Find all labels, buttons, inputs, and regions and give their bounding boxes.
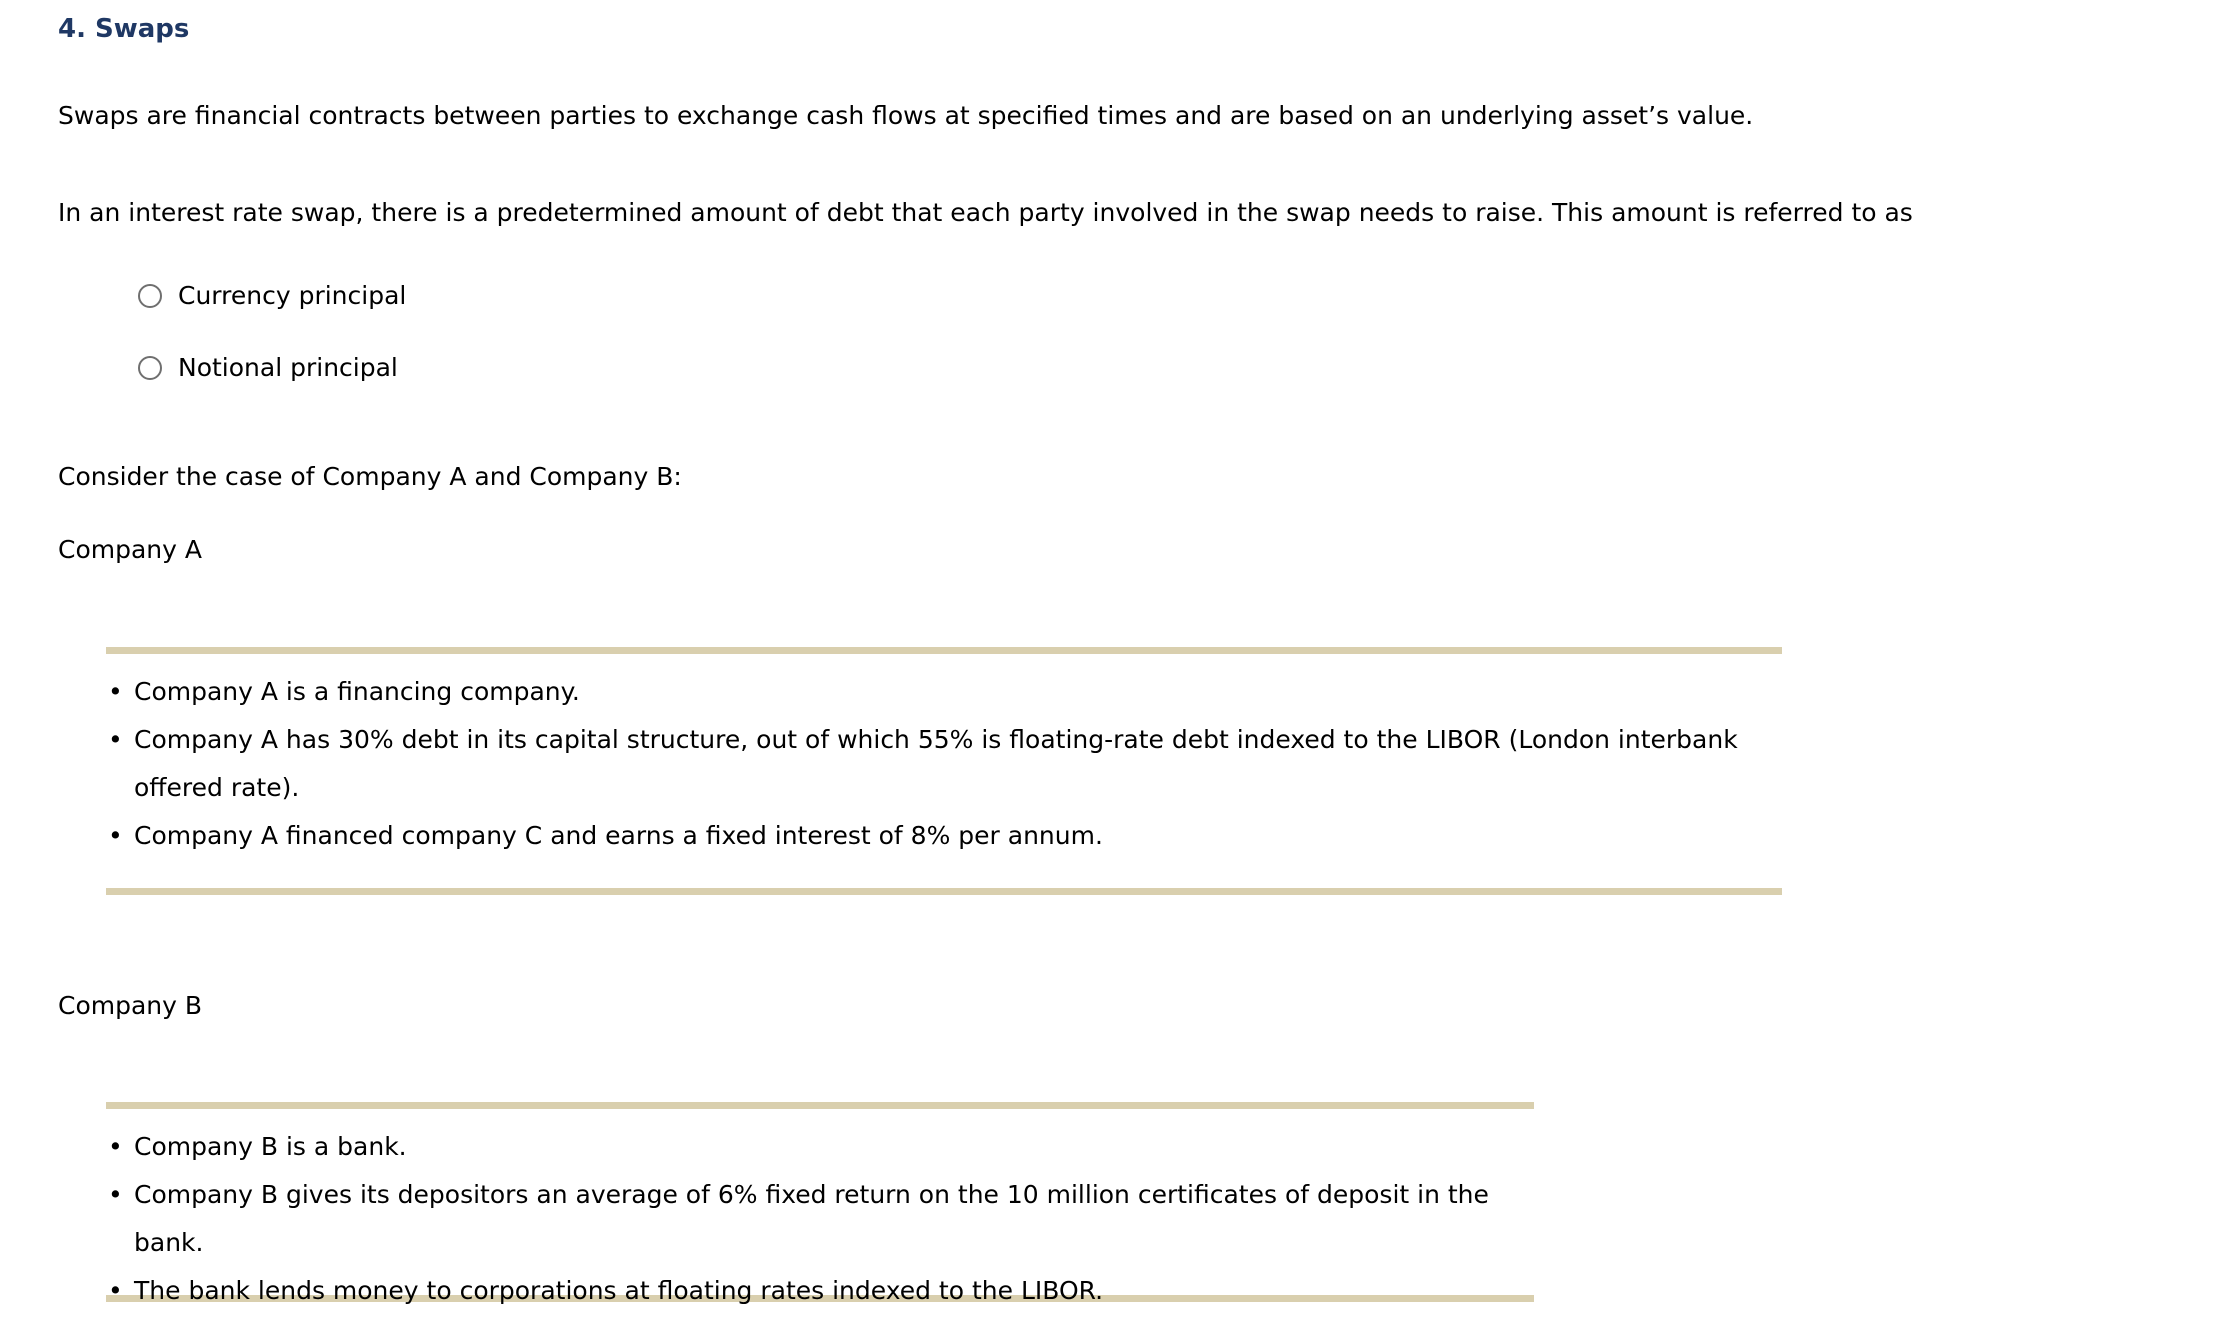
company-a-title: Company A: [58, 535, 202, 564]
list-item: [106, 812, 1782, 860]
radio-button[interactable]: [138, 284, 162, 308]
list-item: [106, 1123, 1534, 1171]
question-prompt: In an interest rate swap, there is a predetermined amount of debt that each party involved in the swap needs to raise. This amount is referred to as: [58, 198, 1913, 227]
option-label: Currency principal: [178, 281, 407, 310]
bullet-icon: •: [108, 725, 123, 754]
section-title: 4. Swaps: [58, 14, 190, 44]
list-item-text: The bank lends money to corporations at floating rates indexed to the LIBOR.: [134, 1276, 1104, 1305]
list-item: [106, 668, 1782, 716]
list-item: [106, 716, 1782, 812]
option-notional-principal[interactable]: [138, 350, 398, 386]
option-currency-principal[interactable]: [138, 278, 406, 314]
company-b-title: Company B: [58, 991, 203, 1020]
list-item: [106, 1171, 1534, 1267]
option-label: Notional principal: [178, 353, 398, 382]
list-item-text: Company A has 30% debt in its capital structure, out of which 55% is floating-rate debt indexed to the LIBOR (London interbank offered rate).: [134, 725, 1738, 802]
bullet-icon: •: [108, 1132, 123, 1161]
bullet-icon: •: [108, 1276, 123, 1305]
bullet-icon: •: [108, 821, 123, 850]
list-item-text: Company B is a bank.: [134, 1132, 407, 1161]
company-b-box: [106, 1102, 1534, 1305]
intro-paragraph: Swaps are financial contracts between parties to exchange cash flows at specified times and are based on an underlying asset’s value.: [58, 101, 1754, 130]
list-item-text: Company A financed company C and earns a fixed interest of 8% per annum.: [134, 821, 1103, 850]
case-intro: Consider the case of Company A and Company B:: [58, 462, 682, 491]
list-item: [106, 1267, 1534, 1315]
radio-button[interactable]: [138, 356, 162, 380]
list-item-text: Company B gives its depositors an average of 6% fixed return on the 10 million certificates of deposit in the bank.: [134, 1180, 1489, 1257]
company-a-list: [106, 668, 1782, 860]
bullet-icon: •: [108, 1180, 123, 1209]
company-b-list: [106, 1123, 1534, 1315]
list-item-text: Company A is a financing company.: [134, 677, 580, 706]
company-a-box: [106, 647, 1782, 895]
bullet-icon: •: [108, 677, 123, 706]
